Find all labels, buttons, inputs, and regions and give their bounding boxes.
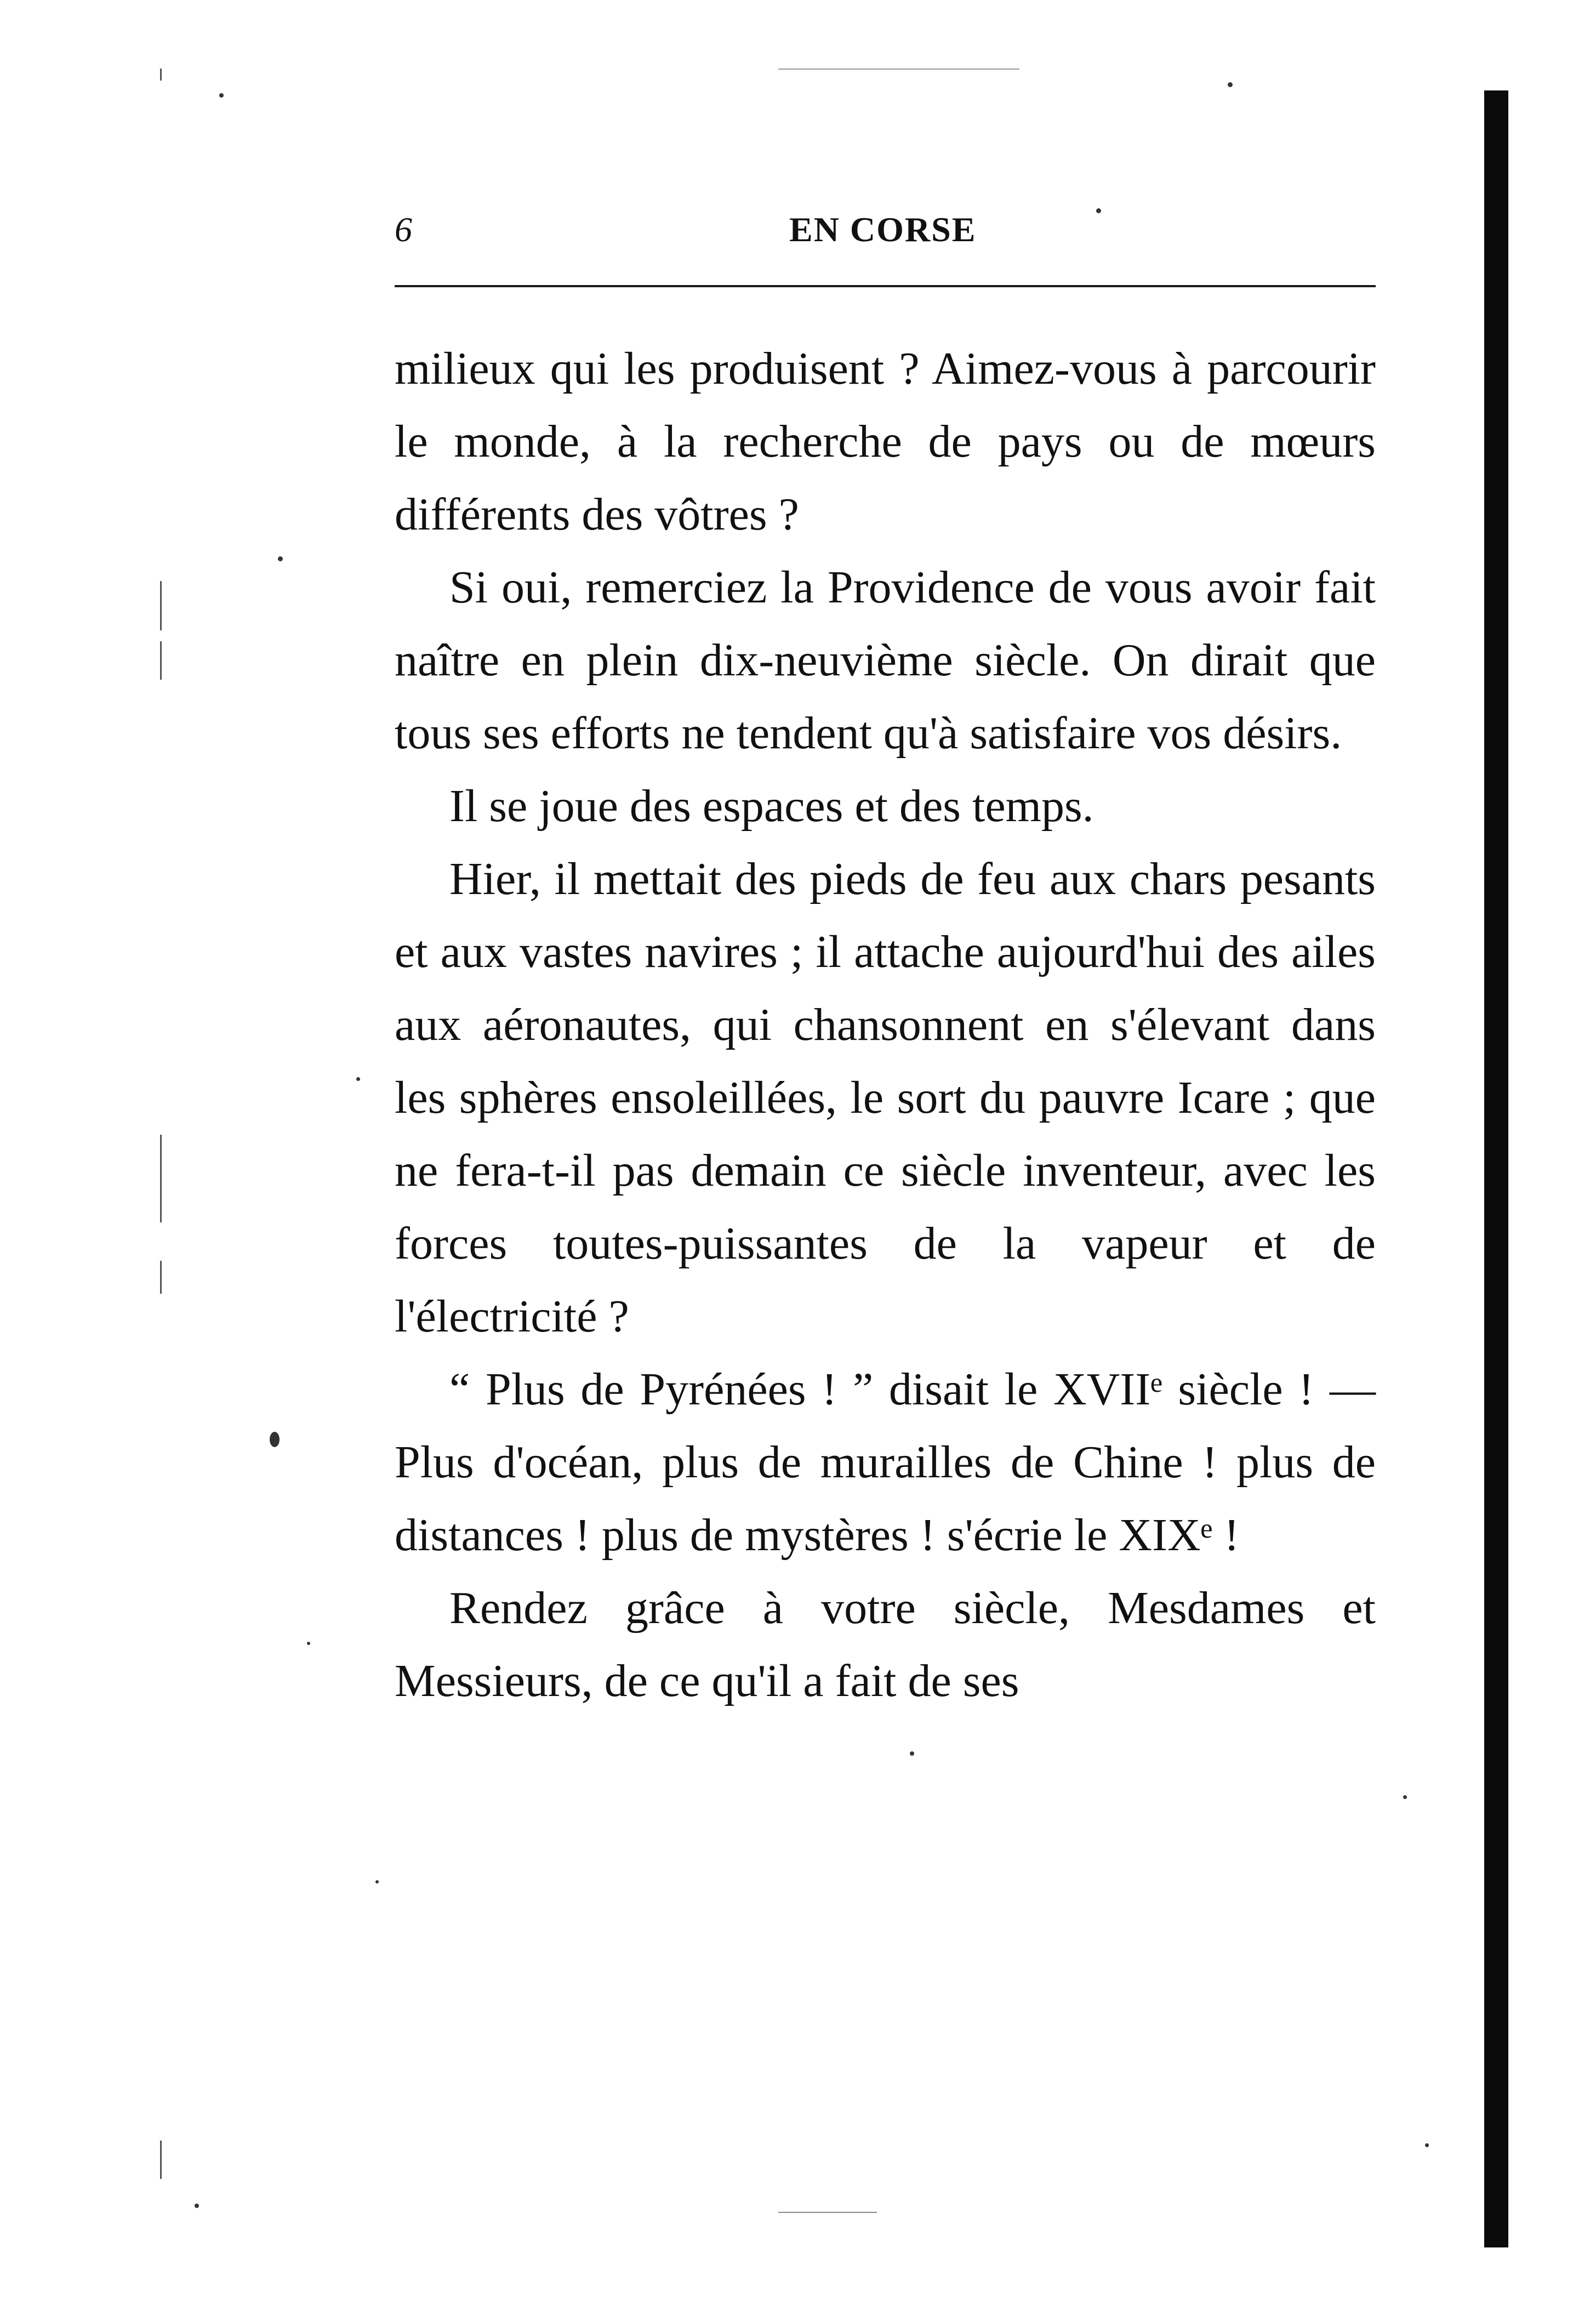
page-header [395,204,1376,264]
paragraph: Hier, il mettait des pieds de feu aux chars pesants et aux vastes navires ; il attache aujourd'hui des ailes aux aéronautes, qui chansonnent en s'élevant dans les sphères ensoleillées, le sort du pauvre Icare ; que ne fera-t-il pas demain ce siècle inventeur, avec les forces toutes-puissantes de la vapeur et de l'électricité ? [395,853,1376,1342]
scan-speck [1403,1795,1407,1799]
paragraph: Il se joue des espaces et des temps. [449,781,1094,832]
paragraph: “ Plus de Pyrénées ! ” disait le XVIIᵉ siècle ! — Plus d'océan, plus de murailles de Chine ! plus de distances ! plus de mystères ! s'écrie le XIXᵉ ! [395,1364,1376,1561]
scan-mark [160,1135,162,1222]
page-number: 6 [395,210,412,249]
scan-mark [778,2212,877,2213]
scan-mark [160,69,162,81]
scan-speck [270,1432,280,1447]
scan-mark [778,69,1019,70]
scan-mark [160,581,162,630]
scan-speck [375,1880,379,1883]
scan-speck [1228,82,1233,87]
scan-mark [160,2141,162,2179]
header-rule [395,285,1376,287]
scan-speck [307,1642,310,1645]
scan-speck [356,1077,360,1081]
scan-speck [1425,2143,1429,2147]
scan-speck [195,2204,199,2208]
scan-speck [219,93,224,98]
scan-speck [278,556,283,561]
scan-mark [160,1261,162,1294]
body-text [395,332,1376,1717]
scan-edge-bar [1484,90,1508,2247]
paragraph: milieux qui les produisent ? Aimez-vous à parcourir le monde, à la recherche de pays ou de mœurs différents des vôtres ? [395,343,1376,540]
scan-mark [160,641,162,680]
paragraph: Si oui, remerciez la Providence de vous avoir fait naître en plein dix-neuvième siècle. On dirait que tous ses efforts ne tendent qu'à satisfaire vos désirs. [395,562,1376,759]
running-title: EN CORSE [789,210,977,249]
paragraph: Rendez grâce à votre siècle, Mesdames et Messieurs, de ce qu'il a fait de ses [395,1583,1376,1706]
scan-speck [910,1751,914,1756]
